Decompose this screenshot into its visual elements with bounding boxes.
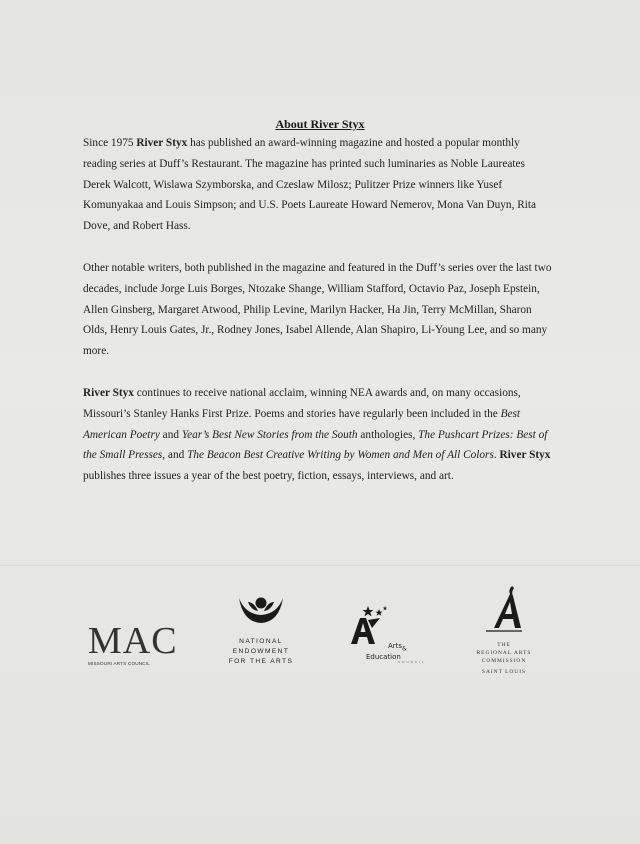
arts-education-star-icon [348, 606, 392, 646]
arts-word: Arts [388, 642, 403, 650]
italic-run: Best American Poetry [83, 407, 521, 441]
national-endowment-for-the-arts-logo [226, 592, 296, 667]
nea-line-2: ENDOWMENT [232, 648, 290, 655]
rac-line-3: COMMISSION [481, 658, 527, 664]
text-run: anthologies, [357, 428, 419, 441]
text-run: , and [162, 449, 188, 462]
bold-run: River Styx [136, 137, 188, 149]
italic-run: Year’s Best New Stories from the South [181, 428, 358, 441]
arts-council-word: COUNCIL [398, 660, 426, 664]
mac-logo-caption: MISSOURI ARTS COUNCIL [88, 661, 151, 666]
rac-line-1: THE [497, 642, 511, 648]
nea-emblem-icon [237, 592, 285, 626]
missouri-arts-council-logo [88, 620, 178, 666]
text-run: Other notable writers, both published in the magazine and featured in the Duff’s series over the last two decades, include Jorge Luis Borges, Ntozake Shange, William Stafford, Octavio Paz, Joseph Epstein, Allen Ginsberg, Margaret Atwood, Philip Levine, Marilyn Hacker, Ha Jin, Terry McMillan, Sharon Olds, Henry Louis Gates, Jr., Rodney Jones, Isabel Allende, Alan Shapiro, Li-Young Lee, and so many more. [83, 261, 552, 358]
mac-logo-mark: MAC [88, 620, 178, 662]
nea-line-1: NATIONAL [239, 638, 283, 645]
bold-run: River Styx [499, 449, 551, 462]
bold-run: River Styx [83, 386, 134, 399]
paragraph-history [83, 133, 553, 237]
paragraph-notable-writers [83, 258, 553, 362]
regional-arts-commission-logo [462, 584, 546, 675]
text-run: continues to receive national acclaim, winning NEA awards and, on many occasions, Missouri’s Stanley Hanks First Prize. Poems and stories have regularly been included in the [83, 386, 521, 420]
text-run: and [159, 428, 182, 441]
ampersand: & [402, 645, 407, 653]
text-run: publishes three issues a year of the best poetry, fiction, essays, interviews, and art. [83, 470, 454, 483]
paper-fold-line [0, 565, 640, 566]
rac-city: SAINT LOUIS [482, 669, 526, 675]
text-run: . [493, 449, 500, 462]
italic-run: The Pushcart Prizes: Best of the Small Presses [83, 428, 548, 462]
page-title: About River Styx [275, 117, 365, 131]
nea-line-3: FOR THE ARTS [228, 658, 294, 665]
text-run: Since 1975 [83, 137, 137, 149]
paragraph-acclaim [83, 383, 553, 487]
rac-a-mark-icon [484, 584, 524, 636]
text-run: has published an award-winning magazine and hosted a popular monthly reading series at Duff’s Restaurant. The magazine has printed such luminaries as Noble Laureates Derek Walcott, Wislawa Szymborska, and Czeslaw Milosz; Pulitzer Prize winners like Yusef Komunyakaa and Louis Simpson; and U.S. Poets Laureate Howard Nemerov, Mona Van Duyn, Rita Dove, and Robert Hass. [83, 137, 537, 233]
body-text [83, 133, 553, 508]
italic-run: The Beacon Best Creative Writing by Women and Men of All Colors [187, 449, 494, 462]
rac-line-2: REGIONAL ARTS [476, 650, 532, 656]
education-word: Education [366, 653, 401, 662]
